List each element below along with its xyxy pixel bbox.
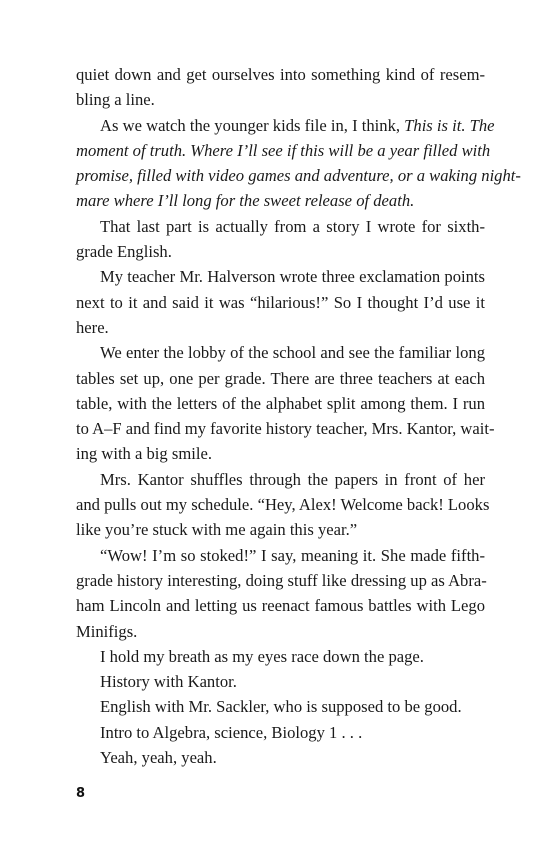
text-line: “Wow! I’m so stoked!” I say, meaning it. She made fifth- xyxy=(100,545,485,565)
text-line: table, with the letters of the alphabet split among them. I run xyxy=(76,393,485,413)
page-body xyxy=(76,62,521,770)
text-line: ing with a big smile. xyxy=(76,444,212,464)
text-line: Intro to Algebra, science, Biology 1 . . . xyxy=(100,722,363,742)
text-line: next to it and said it was “hilarious!” So I thought I’d use it xyxy=(76,292,485,312)
text-line: promise, filled with video games and adventure, or a waking night- xyxy=(76,166,521,186)
text-line: mare where I’ll long for the sweet release of death. xyxy=(76,191,415,211)
text-line: tables set up, one per grade. There are three teachers at each xyxy=(76,368,485,388)
text-line: and pulls out my schedule. “Hey, Alex! Welcome back! Looks xyxy=(76,495,490,515)
text-line: English with Mr. Sackler, who is supposed to be good. xyxy=(100,697,462,717)
text-line: Mrs. Kantor shuffles through the papers in front of her xyxy=(100,469,485,489)
text-line: Minifigs. xyxy=(76,621,138,641)
text-line: Yeah, yeah, yeah. xyxy=(100,748,217,768)
italic-span: This is it. The xyxy=(404,115,495,135)
text-line: As we watch the younger kids file in, I think, This is it. The xyxy=(100,115,495,135)
text-line: We enter the lobby of the school and see the familiar long xyxy=(100,343,485,363)
text-line: here. xyxy=(76,317,109,337)
text-line: I hold my breath as my eyes race down the page. xyxy=(100,646,424,666)
text-line: to A–F and find my favorite history teacher, Mrs. Kantor, wait- xyxy=(76,419,495,439)
text-line: moment of truth. Where I’ll see if this will be a year filled with xyxy=(76,140,491,160)
text-line: That last part is actually from a story I wrote for sixth- xyxy=(100,216,485,236)
text-line: quiet down and get ourselves into something kind of resem- xyxy=(76,65,485,84)
text-line: like you’re stuck with me again this year.” xyxy=(76,520,358,540)
text-line: History with Kantor. xyxy=(100,672,237,692)
text-line: grade history interesting, doing stuff like dressing up as Abra- xyxy=(76,570,487,590)
text-line: ham Lincoln and letting us reenact famous battles with Lego xyxy=(76,596,485,616)
page-number: 8 xyxy=(76,786,86,801)
text-line: My teacher Mr. Halverson wrote three exclamation points xyxy=(100,267,485,287)
text-line: grade English. xyxy=(76,242,172,262)
text-line: bling a line. xyxy=(76,90,155,110)
